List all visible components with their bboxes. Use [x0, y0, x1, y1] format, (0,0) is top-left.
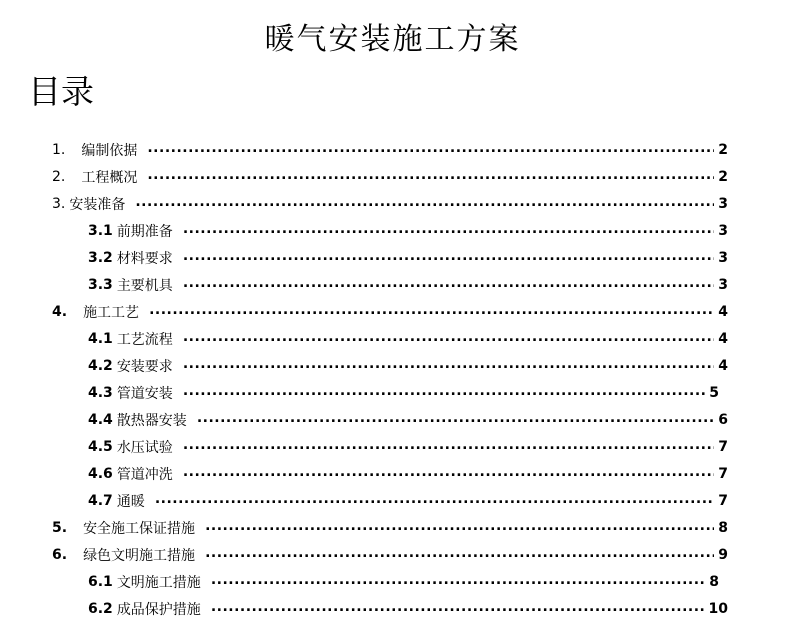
toc-entry-label: 安全施工保证措施: [83, 521, 196, 537]
toc-entry-label: 编制依据: [81, 143, 138, 159]
toc-dot-leader: [205, 546, 714, 560]
toc-dot-leader: [183, 384, 705, 398]
toc-dot-leader: [205, 519, 714, 533]
toc-entry-number: 3.: [52, 196, 66, 212]
toc-entry-page: 7: [718, 493, 728, 509]
toc-entry-page: 5: [709, 385, 719, 401]
toc-entry-6-2[interactable]: [88, 596, 728, 622]
toc-entry-number: 1.: [52, 142, 66, 158]
toc-entry-page: 3: [718, 277, 728, 293]
toc-entry-number: 4.7: [88, 493, 113, 509]
toc-entry-label: 材料要求: [116, 251, 173, 267]
toc-entry-3[interactable]: [52, 191, 728, 217]
toc-dot-leader: [147, 141, 714, 155]
toc-entry-label: 通暖: [116, 494, 145, 510]
toc-entry-page: 9: [718, 547, 728, 563]
toc-entry-3-3[interactable]: [88, 272, 728, 298]
toc-entry-4-4[interactable]: [88, 407, 728, 433]
toc-entry-number: 3.3: [88, 277, 113, 293]
toc-entry-number: 4.2: [88, 358, 113, 374]
toc-dot-leader: [183, 330, 714, 344]
toc-entry-label: 工艺流程: [116, 332, 173, 348]
toc-entry-4-6[interactable]: [88, 461, 728, 487]
toc-entry-page: 3: [718, 223, 728, 239]
toc-entry-6[interactable]: [52, 542, 728, 568]
toc-entry-number: 3.2: [88, 250, 113, 266]
toc-entry-number: 5.: [52, 520, 68, 536]
toc-entry-4[interactable]: [52, 299, 728, 325]
toc-entry-number: 6.1: [88, 574, 113, 590]
toc-dot-leader: [183, 438, 714, 452]
toc-dot-leader: [135, 195, 714, 209]
toc-entry-label: 绿色文明施工措施: [83, 548, 196, 564]
toc-entry-number: 6.2: [88, 601, 113, 617]
toc-dot-leader: [147, 168, 714, 182]
toc-entry-label: 安装要求: [116, 359, 173, 375]
toc-entry-page: 4: [718, 331, 728, 347]
toc-entry-page: 10: [708, 601, 728, 617]
toc-dot-leader: [155, 492, 714, 506]
toc-entry-4-3[interactable]: [88, 380, 719, 406]
toc-entry-4-7[interactable]: [88, 488, 728, 514]
toc-entry-page: 8: [709, 574, 719, 590]
toc-entry-label: 散热器安装: [116, 413, 187, 429]
toc-entry-2[interactable]: [52, 164, 728, 190]
toc-entry-label: 成品保护措施: [116, 602, 201, 618]
toc-entry-4-2[interactable]: [88, 353, 728, 379]
toc-dot-leader: [183, 276, 714, 290]
toc-entry-page: 4: [718, 358, 728, 374]
toc-entry-number: 2.: [52, 169, 66, 185]
toc-dot-leader: [197, 411, 714, 425]
toc-entry-label: 管道冲洗: [116, 467, 173, 483]
toc-entry-number: 4.6: [88, 466, 113, 482]
toc-entry-label: 文明施工措施: [116, 575, 201, 591]
toc-dot-leader: [183, 222, 714, 236]
toc-entry-number: 4.3: [88, 385, 113, 401]
toc-entry-number: 4.: [52, 304, 68, 320]
toc-entry-page: 3: [718, 250, 728, 266]
toc-dot-leader: [183, 249, 714, 263]
toc-entry-label: 施工工艺: [83, 305, 140, 321]
toc-dot-leader: [183, 465, 714, 479]
toc-entry-page: 4: [718, 304, 728, 320]
toc-entry-6-1[interactable]: [88, 569, 719, 595]
toc-entry-number: 4.5: [88, 439, 113, 455]
document-title: 暖气安装施工方案: [264, 22, 521, 57]
toc-entry-3-2[interactable]: [88, 245, 728, 271]
toc-entry-page: 3: [718, 196, 728, 212]
toc-entry-label: 安装准备: [69, 197, 126, 213]
toc-entry-4-1[interactable]: [88, 326, 728, 352]
toc-entry-page: 2: [718, 142, 728, 158]
toc-entry-number: 4.1: [88, 331, 113, 347]
toc-entry-number: 6.: [52, 547, 68, 563]
toc-entry-number: 4.4: [88, 412, 113, 428]
toc-dot-leader: [211, 573, 705, 587]
toc-entry-page: 6: [718, 412, 728, 428]
toc-entry-5[interactable]: [52, 515, 728, 541]
toc-entry-label: 管道安装: [116, 386, 173, 402]
toc-dot-leader: [211, 600, 705, 614]
toc-entry-4-5[interactable]: [88, 434, 728, 460]
toc-entry-page: 7: [718, 466, 728, 482]
toc-entry-label: 前期准备: [116, 224, 173, 240]
toc-entry-1[interactable]: [52, 137, 728, 163]
toc-entry-page: 8: [718, 520, 728, 536]
toc-entry-label: 工程概况: [81, 170, 138, 186]
toc-entry-3-1[interactable]: [88, 218, 728, 244]
toc-entry-page: 2: [718, 169, 728, 185]
toc-entry-label: 主要机具: [116, 278, 173, 294]
toc-heading: 目录: [28, 72, 94, 111]
toc-dot-leader: [149, 303, 714, 317]
toc-entry-number: 3.1: [88, 223, 113, 239]
toc-entry-label: 水压试验: [116, 440, 173, 456]
toc-entry-page: 7: [718, 439, 728, 455]
toc-dot-leader: [183, 357, 714, 371]
